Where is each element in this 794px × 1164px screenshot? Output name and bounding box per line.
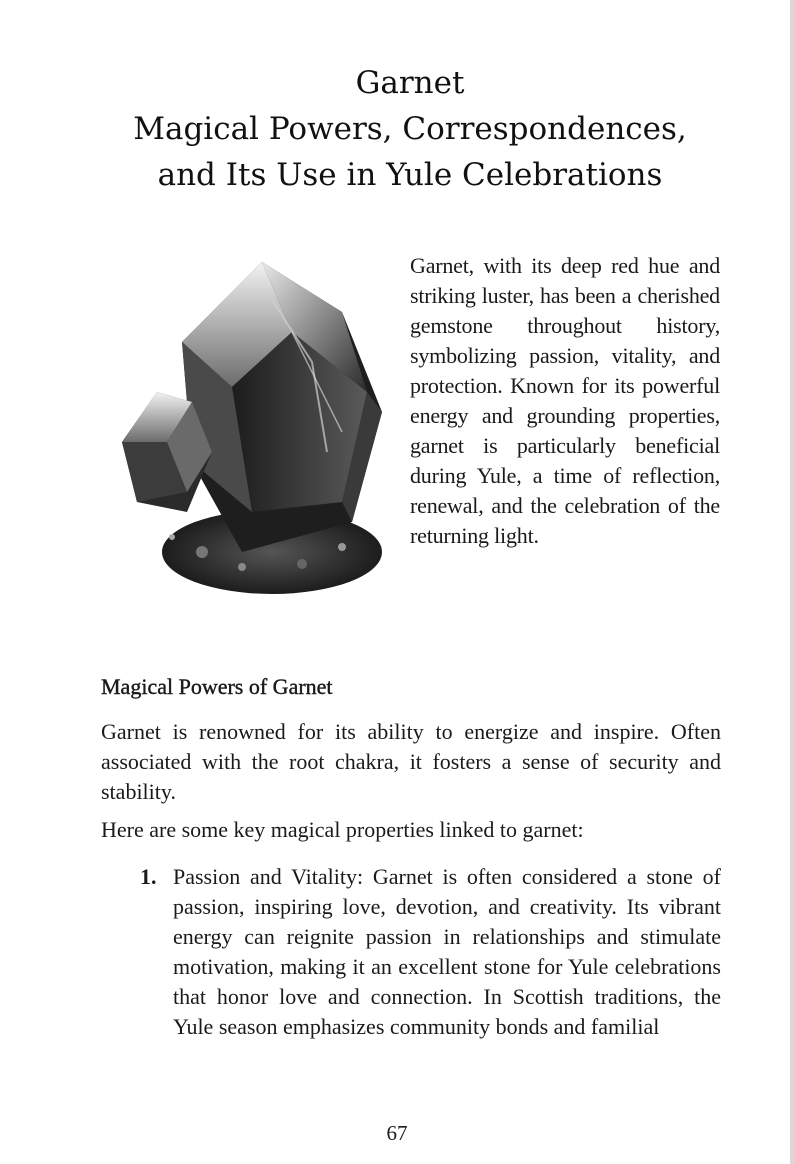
body-paragraph: Garnet is renowned for its ability to energize and inspire. Often associated with the root chakra, it fosters a sense of security and stability. — [101, 719, 721, 804]
title-line-3: and Its Use in Yule Celebrations — [157, 157, 663, 193]
list-item-text: Passion and Vitality: Garnet is often considered a stone of passion, inspiring love, devotion, and creativity. Its vibrant energy can reignite passion in relationships and stimulate motivation, making it an excellent stone for Yule celebrations that honor love and connection. In Scottish traditions, the Yule season emphasizes community bonds and familial — [173, 864, 721, 1039]
list-intro-paragraph: Here are some key magical properties linked to garnet: — [101, 817, 584, 842]
list-item-number: 1. — [140, 864, 157, 889]
page-title — [90, 60, 730, 198]
title-line-2: Magical Powers, Correspondences, — [133, 111, 687, 147]
page-number: 67 — [386, 1121, 408, 1145]
properties-list — [140, 862, 721, 1042]
section-heading: Magical Powers of Garnet — [101, 674, 333, 699]
list-item — [140, 862, 721, 1042]
garnet-crystal-image — [112, 252, 397, 597]
intro-paragraph: Garnet, with its deep red hue and striking luster, has been a cherished gemstone throughout history, symbolizing passion, vitality, and protection. Known for its powerful energy and grounding properties, garnet is particularly beneficial during Yule, a time of reflection, renewal, and the celebration of the returning light. — [410, 253, 720, 548]
page-edge — [790, 0, 794, 1164]
title-line-1: Garnet — [355, 65, 465, 101]
